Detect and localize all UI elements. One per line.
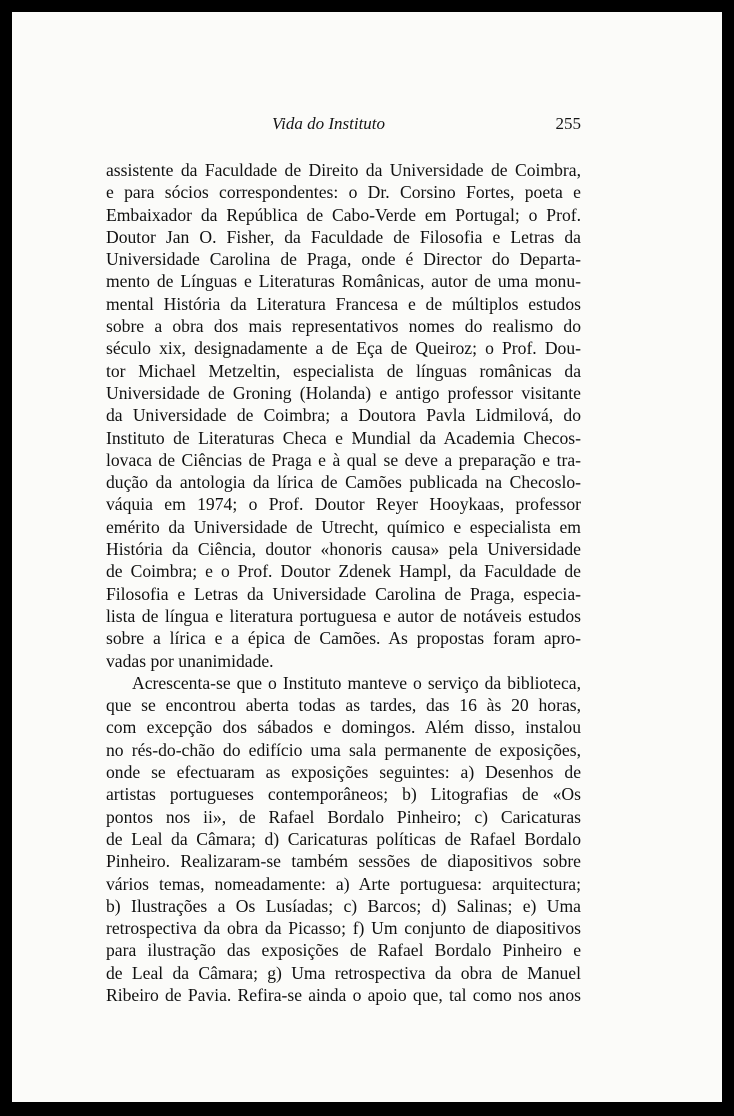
- body-text: [106, 159, 581, 1006]
- running-title: Vida do Instituto: [272, 114, 386, 133]
- paragraph-1: [106, 159, 581, 672]
- text-line: Universidade Carolina de Praga, onde é Director do Departa-: [106, 249, 581, 270]
- text-line: sobre a obra dos mais representativos nomes do realismo do: [106, 316, 581, 337]
- text-line: assistente da Faculdade de Direito da Universidade de Coimbra,: [106, 160, 581, 180]
- text-line: emérito da Universidade de Utrecht, químico e especialista em: [106, 516, 581, 537]
- text-line: que se encontrou aberta todas as tardes, das 16 às 20 horas,: [106, 695, 581, 716]
- text-line: dução da antologia da lírica de Camões publicada na Checoslo-: [106, 472, 581, 493]
- text-line: onde se efectuaram as exposições seguintes: a) Desenhos de: [106, 762, 581, 783]
- text-line: da Universidade de Coimbra; a Doutora Pavla Lidmilová, do: [106, 405, 581, 426]
- text-line: vários temas, nomeadamente: a) Arte portuguesa: arquitectura;: [106, 873, 581, 894]
- text-line: no rés-do-chão do edifício uma sala permanente de exposições,: [106, 739, 581, 760]
- page-number: 255: [555, 114, 581, 133]
- text-line: século xix, designadamente a de Eça de Queiroz; o Prof. Dou-: [106, 338, 581, 359]
- text-line: de Coimbra; e o Prof. Doutor Zdenek Hampl, da Faculdade de: [106, 561, 581, 582]
- page-sheet: [12, 12, 722, 1102]
- text-line: Ribeiro de Pavia. Refira-se ainda o apoio que, tal como nos anos: [106, 984, 581, 1005]
- text-line: váquia em 1974; o Prof. Doutor Reyer Hooykaas, professor: [106, 494, 581, 515]
- text-line: mento de Línguas e Literaturas Românicas, autor de uma monu-: [106, 271, 581, 292]
- text-line: mental História da Literatura Francesa e de múltiplos estudos: [106, 293, 581, 314]
- text-line: Filosofia e Letras da Universidade Carolina de Praga, especia-: [106, 583, 581, 604]
- text-line: vadas por unanimidade.: [106, 650, 274, 671]
- text-line: artistas portugueses contemporâneos; b) Litografias de «Os: [106, 784, 581, 805]
- text-line: Universidade de Groning (Holanda) e antigo professor visitante: [106, 382, 581, 403]
- text-line: Pinheiro. Realizaram-se também sessões de diapositivos sobre: [106, 851, 581, 872]
- text-line: Doutor Jan O. Fisher, da Faculdade de Filosofia e Letras da: [106, 226, 581, 247]
- text-line: sobre a lírica e a épica de Camões. As propostas foram apro-: [106, 628, 581, 649]
- paragraph-2: [106, 672, 581, 1006]
- text-line: tor Michael Metzeltin, especialista de línguas românicas da: [106, 360, 581, 381]
- text-line: com excepção dos sábados e domingos. Além disso, instalou: [106, 717, 581, 738]
- text-line: lista de língua e literatura portuguesa e autor de notáveis estudos: [106, 605, 581, 626]
- running-header: [106, 106, 581, 134]
- text-line: História da Ciência, doutor «honoris causa» pela Universidade: [106, 539, 581, 560]
- text-line: para ilustração das exposições de Rafael Bordalo Pinheiro e: [106, 940, 581, 961]
- text-line: Embaixador da República de Cabo-Verde em Portugal; o Prof.: [106, 204, 581, 225]
- text-line: retrospectiva da obra da Picasso; f) Um conjunto de diapositivos: [106, 918, 581, 939]
- text-line: lovaca de Ciências de Praga e à qual se deve a preparação e tra-: [106, 449, 581, 470]
- text-line: Acrescenta-se que o Instituto manteve o serviço da biblioteca,: [132, 672, 581, 693]
- text-line: de Leal da Câmara; g) Uma retrospectiva da obra de Manuel: [106, 962, 581, 983]
- text-line: e para sócios correspondentes: o Dr. Corsino Fortes, poeta e: [106, 182, 581, 203]
- text-line: Instituto de Literaturas Checa e Mundial da Academia Checos-: [106, 427, 581, 448]
- text-line: b) Ilustrações a Os Lusíadas; c) Barcos; d) Salinas; e) Uma: [106, 895, 581, 916]
- text-line: de Leal da Câmara; d) Caricaturas políticas de Rafael Bordalo: [106, 828, 581, 849]
- text-line: pontos nos ii», de Rafael Bordalo Pinheiro; c) Caricaturas: [106, 806, 581, 827]
